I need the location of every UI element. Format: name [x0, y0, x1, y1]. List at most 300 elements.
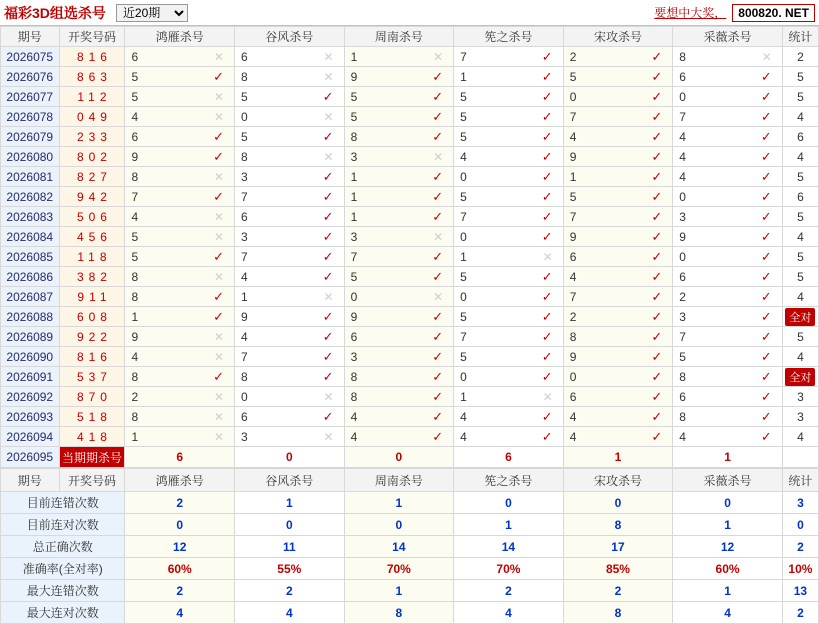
current-kill-number: 1 [563, 447, 673, 468]
row-period: 2026078 [1, 107, 60, 127]
kill-number: 6 [679, 69, 686, 84]
expert-cell [563, 307, 673, 327]
row-period: 2026082 [1, 187, 60, 207]
stats-col-expert-6: 采薇杀号 [673, 469, 783, 492]
stats-value: 11 [235, 536, 345, 558]
row-period: 2026084 [1, 227, 60, 247]
stats-value: 85% [563, 558, 673, 580]
expert-cell [235, 87, 345, 107]
expert-cell [344, 427, 454, 447]
expert-cell [563, 47, 673, 67]
kill-number: 7 [569, 209, 577, 224]
kill-number: 8 [679, 409, 686, 424]
expert-cell [235, 427, 345, 447]
stats-total: 13 [782, 580, 818, 602]
expert-cell [454, 287, 564, 307]
expert-cell [673, 427, 783, 447]
expert-cell [344, 367, 454, 387]
expert-cell [673, 307, 783, 327]
check-icon: ✓ [760, 89, 772, 104]
expert-cell [235, 147, 345, 167]
table-row [1, 127, 819, 147]
table-row [1, 107, 819, 127]
row-period: 2026089 [1, 327, 60, 347]
row-period: 2026090 [1, 347, 60, 367]
row-period: 2026075 [1, 47, 60, 67]
kill-number: 6 [131, 129, 139, 144]
kill-number: 2 [569, 309, 577, 324]
current-period: 2026095 [1, 447, 60, 468]
stats-row-label: 最大连对次数 [1, 602, 125, 624]
check-icon: ✓ [651, 189, 663, 204]
expert-cell [125, 147, 235, 167]
check-icon: ✓ [651, 309, 663, 324]
kill-number: 8 [569, 329, 577, 344]
table-row [1, 347, 819, 367]
kill-number: 7 [241, 189, 248, 204]
stats-value: 8 [344, 602, 454, 624]
check-icon: ✓ [541, 309, 553, 324]
expert-cell [673, 267, 783, 287]
row-stat: 5 [782, 87, 818, 107]
check-icon: ✓ [432, 329, 444, 344]
stats-value: 8 [563, 602, 673, 624]
expert-cell [235, 127, 345, 147]
row-stat: 4 [782, 107, 818, 127]
stats-value: 4 [454, 602, 564, 624]
row-draw-number: 456 [59, 227, 125, 247]
kill-number: 7 [131, 189, 139, 204]
row-draw-number: 816 [59, 347, 125, 367]
expert-cell [673, 367, 783, 387]
stats-value: 1 [673, 514, 783, 536]
expert-cell [454, 187, 564, 207]
stats-body [1, 492, 819, 624]
stats-value: 4 [235, 602, 345, 624]
kill-number: 0 [679, 89, 686, 104]
kill-number: 1 [131, 429, 139, 444]
table-row [1, 427, 819, 447]
expert-cell [454, 347, 564, 367]
kill-number: 3 [241, 169, 248, 184]
expert-cell [125, 367, 235, 387]
kill-number: 1 [131, 309, 139, 324]
kill-number: 0 [679, 249, 686, 264]
table-row [1, 307, 819, 327]
kill-number: 5 [131, 249, 139, 264]
page-title: 福彩3D组选杀号 [4, 4, 106, 21]
expert-cell [125, 427, 235, 447]
row-period: 2026094 [1, 427, 60, 447]
check-icon: ✓ [213, 309, 224, 324]
stats-row-label: 目前连错次数 [1, 492, 125, 514]
kill-number: 0 [569, 369, 577, 384]
stats-value: 12 [125, 536, 235, 558]
stats-row-label: 最大连错次数 [1, 580, 125, 602]
check-icon: ✓ [541, 349, 553, 364]
row-period: 2026077 [1, 87, 60, 107]
col-stat: 统计 [782, 27, 818, 47]
expert-cell [344, 247, 454, 267]
stats-total: 2 [782, 602, 818, 624]
expert-cell [344, 107, 454, 127]
kill-number: 5 [350, 269, 358, 284]
check-icon: ✓ [541, 69, 553, 84]
expert-cell [125, 247, 235, 267]
kill-number: 5 [241, 129, 248, 144]
row-period: 2026092 [1, 387, 60, 407]
check-icon: ✓ [651, 169, 663, 184]
table-row [1, 47, 819, 67]
kill-number: 7 [241, 349, 248, 364]
check-icon: ✓ [760, 349, 772, 364]
col-expert-5: 宋攻杀号 [563, 27, 673, 47]
check-icon: ✓ [213, 69, 224, 84]
expert-cell [344, 147, 454, 167]
kill-number: 9 [131, 329, 139, 344]
stats-value: 4 [673, 602, 783, 624]
period-range-select[interactable] [116, 4, 188, 22]
site-badge: 800820. NET [732, 4, 815, 22]
cross-icon: ✕ [323, 289, 334, 304]
row-stat: 6 [782, 127, 818, 147]
expert-cell [454, 67, 564, 87]
expert-cell [563, 107, 673, 127]
expert-cell [125, 407, 235, 427]
kill-number: 6 [569, 249, 577, 264]
check-icon: ✓ [760, 269, 772, 284]
check-icon: ✓ [541, 189, 553, 204]
stats-value: 2 [563, 580, 673, 602]
check-icon: ✓ [651, 249, 663, 264]
table-row [1, 267, 819, 287]
top-bar [0, 0, 819, 26]
expert-cell [454, 227, 564, 247]
check-icon: ✓ [322, 129, 334, 144]
expert-cell [235, 387, 345, 407]
kill-number: 7 [569, 109, 577, 124]
all-correct-badge: 全对 [785, 368, 815, 386]
current-period-label: 当期期杀号 [59, 447, 125, 468]
row-stat: 6 [782, 187, 818, 207]
row-period: 2026081 [1, 167, 60, 187]
cross-icon: ✕ [213, 429, 224, 444]
stats-row [1, 580, 819, 602]
expert-cell [235, 227, 345, 247]
stats-value: 70% [344, 558, 454, 580]
expert-cell [673, 327, 783, 347]
expert-cell [563, 427, 673, 447]
kill-number: 8 [131, 289, 139, 304]
check-icon: ✓ [651, 129, 663, 144]
check-icon: ✓ [322, 269, 334, 284]
kill-number: 8 [679, 49, 686, 64]
expert-cell [454, 247, 564, 267]
kill-number: 5 [131, 89, 139, 104]
cross-icon: ✕ [213, 409, 224, 424]
expert-cell [344, 167, 454, 187]
check-icon: ✓ [322, 209, 334, 224]
table-head [1, 27, 819, 47]
check-icon: ✓ [432, 309, 444, 324]
expert-cell [563, 407, 673, 427]
expert-cell [454, 107, 564, 127]
stats-value: 1 [235, 492, 345, 514]
check-icon: ✓ [760, 289, 772, 304]
kill-number: 5 [460, 269, 467, 284]
all-correct-badge: 全对 [785, 308, 815, 326]
row-draw-number: 506 [59, 207, 125, 227]
table-row [1, 187, 819, 207]
check-icon: ✓ [432, 389, 444, 404]
check-icon: ✓ [541, 289, 553, 304]
expert-cell [125, 67, 235, 87]
expert-cell [235, 67, 345, 87]
check-icon: ✓ [213, 149, 224, 164]
row-stat: 4 [782, 347, 818, 367]
kill-number: 0 [350, 289, 358, 304]
check-icon: ✓ [322, 369, 334, 384]
kill-number: 0 [460, 229, 467, 244]
row-draw-number: 049 [59, 107, 125, 127]
expert-cell [344, 227, 454, 247]
kill-number: 4 [569, 429, 577, 444]
row-draw-number: 816 [59, 47, 125, 67]
cross-icon: ✕ [213, 389, 224, 404]
stats-row [1, 536, 819, 558]
expert-cell [673, 107, 783, 127]
col-period: 期号 [1, 27, 60, 47]
kill-number: 7 [460, 329, 467, 344]
stats-row-label: 准确率(全对率) [1, 558, 125, 580]
kill-number: 6 [241, 409, 248, 424]
expert-cell [454, 327, 564, 347]
row-period: 2026085 [1, 247, 60, 267]
kill-number: 8 [350, 369, 358, 384]
expert-cell [563, 227, 673, 247]
kill-number: 4 [131, 349, 139, 364]
stats-row [1, 602, 819, 624]
kill-number: 1 [350, 189, 358, 204]
expert-cell [563, 247, 673, 267]
kill-number: 4 [569, 409, 577, 424]
expert-cell [235, 287, 345, 307]
expert-cell [125, 327, 235, 347]
table-row [1, 167, 819, 187]
cross-icon: ✕ [323, 149, 334, 164]
col-expert-6: 采薇杀号 [673, 27, 783, 47]
expert-cell [235, 187, 345, 207]
stats-row [1, 558, 819, 580]
kill-number: 5 [131, 69, 139, 84]
expert-cell [235, 167, 345, 187]
expert-cell [673, 227, 783, 247]
expert-cell [454, 387, 564, 407]
expert-cell [235, 327, 345, 347]
check-icon: ✓ [760, 309, 772, 324]
cross-icon: ✕ [213, 269, 224, 284]
stats-value: 0 [235, 514, 345, 536]
check-icon: ✓ [213, 189, 224, 204]
check-icon: ✓ [432, 109, 444, 124]
row-stat: 4 [782, 427, 818, 447]
kill-number: 4 [241, 329, 248, 344]
kill-number: 3 [350, 229, 358, 244]
expert-cell [235, 367, 345, 387]
check-icon: ✓ [760, 149, 772, 164]
row-draw-number: 608 [59, 307, 125, 327]
stats-value: 1 [344, 580, 454, 602]
row-period: 2026086 [1, 267, 60, 287]
check-icon: ✓ [541, 329, 553, 344]
kill-number: 6 [241, 49, 248, 64]
row-period: 2026079 [1, 127, 60, 147]
row-period: 2026091 [1, 367, 60, 387]
check-icon: ✓ [651, 229, 663, 244]
expert-cell [673, 387, 783, 407]
expert-cell [344, 307, 454, 327]
check-icon: ✓ [541, 89, 553, 104]
expert-cell [454, 367, 564, 387]
expert-cell [125, 127, 235, 147]
kill-number: 4 [460, 429, 467, 444]
row-draw-number: 802 [59, 147, 125, 167]
kill-number: 5 [350, 109, 358, 124]
kill-number: 9 [569, 349, 577, 364]
expert-cell [673, 87, 783, 107]
kill-number: 4 [569, 269, 577, 284]
expert-cell [673, 407, 783, 427]
kill-number: 3 [679, 309, 686, 324]
expert-cell [673, 127, 783, 147]
kill-number: 5 [460, 129, 467, 144]
stats-col-period: 期号 [1, 469, 60, 492]
expert-cell [673, 187, 783, 207]
kill-number: 5 [569, 189, 577, 204]
kill-number: 4 [569, 129, 577, 144]
kill-number: 7 [679, 109, 686, 124]
kill-number: 5 [131, 229, 139, 244]
expert-cell [344, 327, 454, 347]
cross-icon: ✕ [433, 49, 444, 64]
expert-cell [235, 347, 345, 367]
kill-number: 6 [241, 209, 248, 224]
stats-value: 14 [454, 536, 564, 558]
expert-cell [235, 267, 345, 287]
check-icon: ✓ [213, 289, 224, 304]
current-kill-number: 0 [344, 447, 454, 468]
expert-cell [125, 307, 235, 327]
kill-number: 5 [241, 89, 248, 104]
cross-icon: ✕ [213, 229, 224, 244]
kill-number: 1 [350, 169, 358, 184]
expert-cell [454, 267, 564, 287]
check-icon: ✓ [760, 189, 772, 204]
stats-col-draw: 开奖号码 [59, 469, 125, 492]
stats-total: 2 [782, 536, 818, 558]
row-period: 2026076 [1, 67, 60, 87]
kill-number: 0 [679, 189, 686, 204]
kill-number: 9 [569, 229, 577, 244]
check-icon: ✓ [760, 129, 772, 144]
check-icon: ✓ [541, 49, 553, 64]
kill-number: 5 [460, 109, 467, 124]
kill-number: 5 [679, 349, 686, 364]
current-kill-number: 6 [454, 447, 564, 468]
expert-cell [125, 387, 235, 407]
expert-cell [344, 47, 454, 67]
current-kill-number: 0 [235, 447, 345, 468]
check-icon: ✓ [541, 369, 553, 384]
cross-icon: ✕ [323, 69, 334, 84]
expert-cell [235, 47, 345, 67]
kill-number: 4 [350, 429, 358, 444]
check-icon: ✓ [322, 309, 334, 324]
kill-number: 9 [569, 149, 577, 164]
expert-cell [673, 247, 783, 267]
kill-number: 9 [131, 149, 139, 164]
cross-icon: ✕ [542, 389, 553, 404]
kill-number: 4 [350, 409, 358, 424]
expert-cell [125, 87, 235, 107]
expert-cell [125, 347, 235, 367]
kill-number: 3 [241, 429, 248, 444]
expert-cell [673, 207, 783, 227]
expert-cell [563, 147, 673, 167]
check-icon: ✓ [760, 249, 772, 264]
row-stat: 3 [782, 387, 818, 407]
kill-number: 8 [350, 389, 358, 404]
row-draw-number: 233 [59, 127, 125, 147]
expert-cell [454, 207, 564, 227]
row-stat: 5 [782, 327, 818, 347]
kill-number: 0 [569, 89, 577, 104]
kill-number: 9 [350, 69, 358, 84]
check-icon: ✓ [760, 329, 772, 344]
stats-col-expert-4: 筅之杀号 [454, 469, 564, 492]
check-icon: ✓ [541, 209, 553, 224]
row-stat: 4 [782, 227, 818, 247]
current-kill-number: 6 [125, 447, 235, 468]
stats-col-expert-1: 鸿雁杀号 [125, 469, 235, 492]
check-icon: ✓ [760, 389, 772, 404]
expert-cell [344, 87, 454, 107]
check-icon: ✓ [760, 409, 772, 424]
expert-cell [125, 227, 235, 247]
row-draw-number: 911 [59, 287, 125, 307]
row-stat: 5 [782, 167, 818, 187]
kill-number: 3 [350, 149, 358, 164]
kill-number: 5 [569, 69, 577, 84]
kill-number-table [0, 26, 819, 468]
stats-value: 1 [673, 580, 783, 602]
check-icon: ✓ [651, 329, 663, 344]
stats-value: 60% [125, 558, 235, 580]
promo-link[interactable]: 要想中大奖， [654, 6, 727, 20]
stats-total: 3 [782, 492, 818, 514]
check-icon: ✓ [651, 209, 663, 224]
stats-col-expert-3: 周南杀号 [344, 469, 454, 492]
kill-number: 1 [460, 69, 467, 84]
row-stat: 4 [782, 287, 818, 307]
kill-number: 2 [131, 389, 139, 404]
row-draw-number: 537 [59, 367, 125, 387]
expert-cell [125, 107, 235, 127]
stats-value: 2 [454, 580, 564, 602]
check-icon: ✓ [541, 409, 553, 424]
check-icon: ✓ [541, 149, 553, 164]
cross-icon: ✕ [323, 429, 334, 444]
